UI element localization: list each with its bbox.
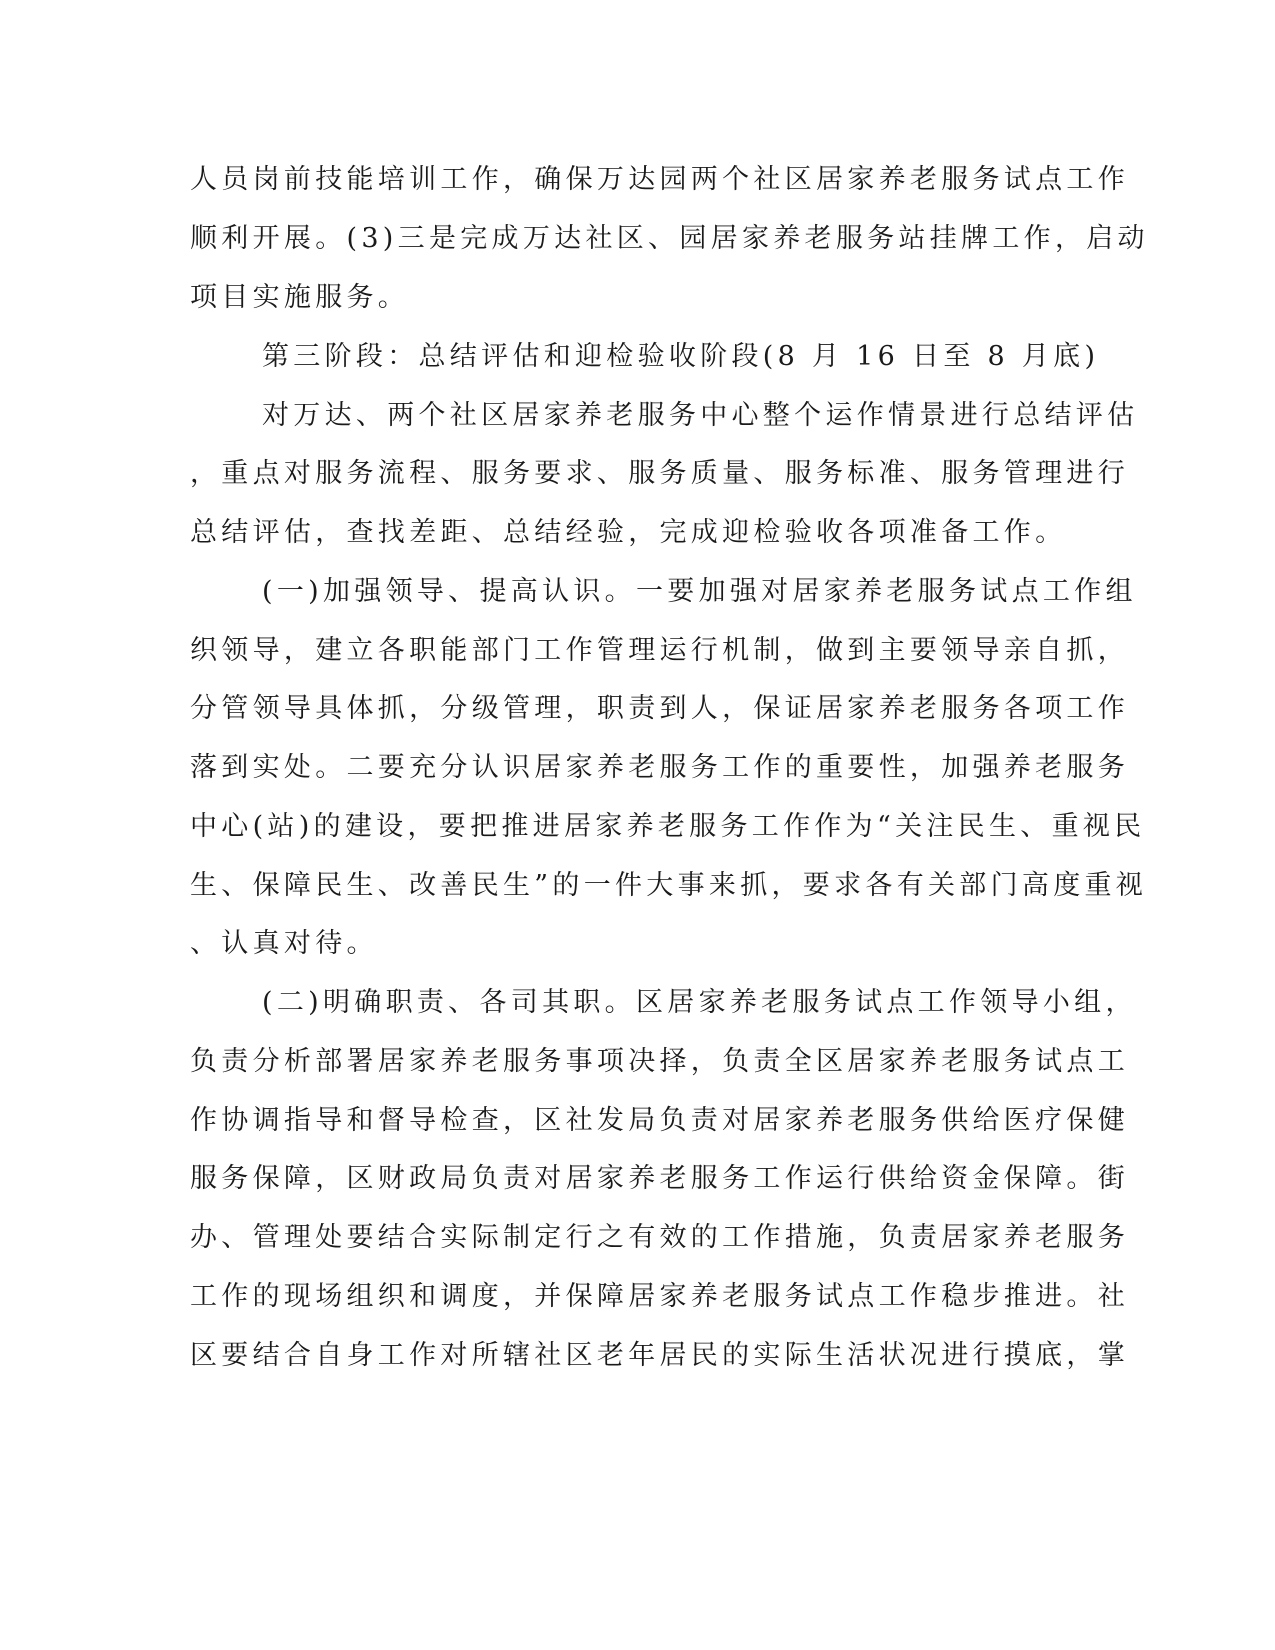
text-line: 织领导，建立各职能部门工作管理运行机制，做到主要领导亲自抓，	[190, 635, 1129, 666]
text-line: ，重点对服务流程、服务要求、服务质量、服务标准、服务管理进行	[190, 458, 1129, 489]
text-line: 负责分析部署居家养老服务事项决择，负责全区居家养老服务试点工	[190, 1046, 1129, 1077]
text-line: 落到实处。二要充分认识居家养老服务工作的重要性，加强养老服务	[190, 752, 1129, 783]
text-line: (一)加强领导、提高认识。一要加强对居家养老服务试点工作组	[262, 576, 1137, 607]
text-line: 分管领导具体抓，分级管理，职责到人，保证居家养老服务各项工作	[190, 693, 1129, 724]
text-line: 生、保障民生、改善民生”的一件大事来抓，要求各有关部门高度重视	[190, 870, 1148, 901]
text-line: 总结评估，查找差距、总结经验，完成迎检验收各项准备工作。	[190, 517, 1067, 548]
text-line: 对万达、两个社区居家养老服务中心整个运作情景进行总结评估	[262, 400, 1139, 431]
text-line: 顺利开展。(3)三是完成万达社区、园居家养老服务站挂牌工作，启动	[190, 223, 1149, 254]
text-line: 服务保障，区财政局负责对居家养老服务工作运行供给资金保障。街	[190, 1163, 1129, 1194]
text-line: 区要结合自身工作对所辖社区老年居民的实际生活状况进行摸底，掌	[190, 1340, 1129, 1371]
text-line: 、认真对待。	[190, 928, 378, 959]
text-line: 工作的现场组织和调度，并保障居家养老服务试点工作稳步推进。社	[190, 1281, 1129, 1312]
text-line: 人员岗前技能培训工作，确保万达园两个社区居家养老服务试点工作	[190, 164, 1129, 195]
text-line: 中心(站)的建设，要把推进居家养老服务工作作为“关注民生、重视民	[190, 811, 1146, 842]
text-line: 项目实施服务。	[190, 282, 410, 313]
text-line: (二)明确职责、各司其职。区居家养老服务试点工作领导小组，	[262, 987, 1137, 1018]
text-line: 办、管理处要结合实际制定行之有效的工作措施，负责居家养老服务	[190, 1222, 1129, 1253]
section-heading: 第三阶段：总结评估和迎检验收阶段(8 月 16 日至 8 月底)	[262, 341, 1100, 372]
text-line: 作协调指导和督导检查，区社发局负责对居家养老服务供给医疗保健	[190, 1105, 1129, 1136]
